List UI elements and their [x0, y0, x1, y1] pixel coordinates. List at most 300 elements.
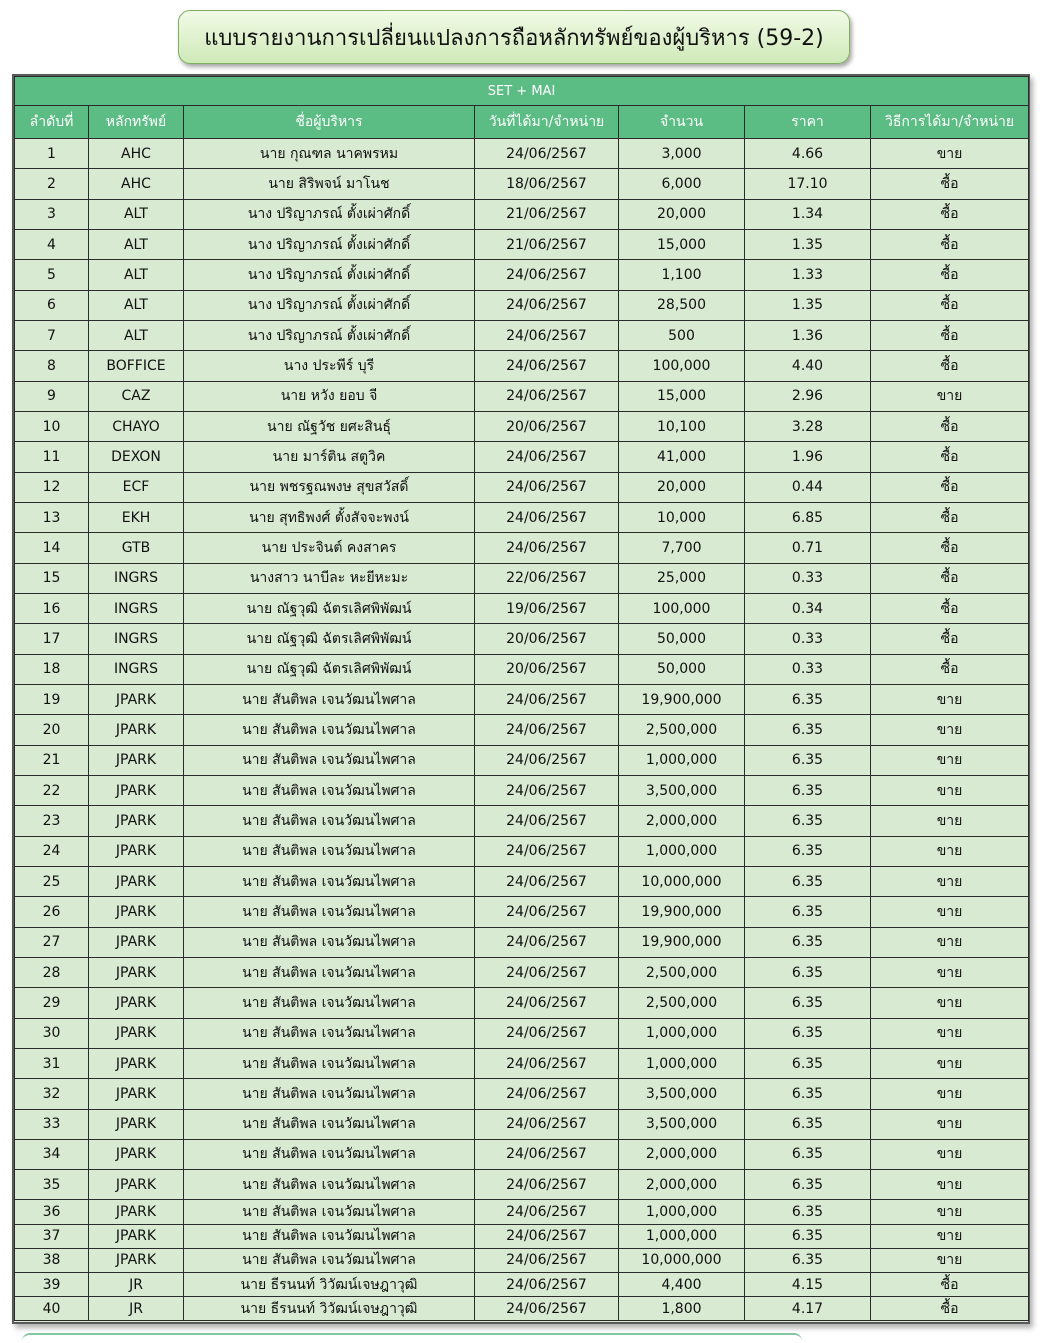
row-no: 14: [15, 533, 89, 563]
row-method: ขาย: [871, 1018, 1029, 1048]
table-row: [15, 563, 1029, 593]
row-date: 24/06/2567: [475, 684, 619, 714]
row-executive: นาง ปริญาภรณ์ ตั้งเผ่าศักดิ์: [184, 229, 475, 259]
row-executive: นาย ประจินต์ คงสาคร: [184, 533, 475, 563]
row-executive: นาย สันติพล เจนวัฒนไพศาล: [184, 1109, 475, 1139]
row-executive: นาย สันติพล เจนวัฒนไพศาล: [184, 1224, 475, 1248]
row-executive: นาย สันติพล เจนวัฒนไพศาล: [184, 684, 475, 714]
row-executive: นาง ประพีร์ บุรี: [184, 351, 475, 381]
row-method: ขาย: [871, 1048, 1029, 1078]
table-row: [15, 139, 1029, 169]
row-no: 38: [15, 1248, 89, 1272]
row-executive: นาย สันติพล เจนวัฒนไพศาล: [184, 988, 475, 1018]
column-header-executive: ชื่อผู้บริหาร: [184, 106, 475, 139]
row-date: 24/06/2567: [475, 745, 619, 775]
row-executive: นาย สุทธิพงศ์ ตั้งสัจจะพงน์: [184, 502, 475, 532]
row-security: ALT: [89, 290, 184, 320]
row-method: ซื้อ: [871, 260, 1029, 290]
row-price: 6.35: [745, 1139, 871, 1169]
table-row: [15, 1139, 1029, 1169]
row-no: 4: [15, 229, 89, 259]
row-security: INGRS: [89, 624, 184, 654]
row-method: ขาย: [871, 897, 1029, 927]
row-date: 24/06/2567: [475, 715, 619, 745]
row-date: 24/06/2567: [475, 290, 619, 320]
row-amount: 50,000: [619, 654, 745, 684]
row-no: 34: [15, 1139, 89, 1169]
row-amount: 41,000: [619, 442, 745, 472]
row-executive: นาย สันติพล เจนวัฒนไพศาล: [184, 1139, 475, 1169]
row-price: 6.35: [745, 775, 871, 805]
table-row: [15, 381, 1029, 411]
row-amount: 25,000: [619, 563, 745, 593]
row-security: JPARK: [89, 1224, 184, 1248]
row-executive: นาย สันติพล เจนวัฒนไพศาล: [184, 927, 475, 957]
row-executive: นาย สันติพล เจนวัฒนไพศาล: [184, 866, 475, 896]
row-executive: นาง ปริญาภรณ์ ตั้งเผ่าศักดิ์: [184, 260, 475, 290]
row-method: ซื้อ: [871, 351, 1029, 381]
row-price: 6.35: [745, 745, 871, 775]
row-date: 22/06/2567: [475, 563, 619, 593]
row-amount: 1,000,000: [619, 1048, 745, 1078]
row-method: ขาย: [871, 836, 1029, 866]
row-amount: 2,500,000: [619, 715, 745, 745]
row-price: 6.35: [745, 1109, 871, 1139]
row-price: 0.44: [745, 472, 871, 502]
table-row: [15, 1224, 1029, 1248]
row-amount: 6,000: [619, 169, 745, 199]
table-row: [15, 472, 1029, 502]
report-table-frame: [12, 74, 1030, 1324]
row-no: 9: [15, 381, 89, 411]
row-no: 28: [15, 957, 89, 987]
row-no: 33: [15, 1109, 89, 1139]
row-amount: 2,000,000: [619, 806, 745, 836]
row-security: JPARK: [89, 836, 184, 866]
row-no: 10: [15, 411, 89, 441]
row-price: 6.35: [745, 806, 871, 836]
row-method: ขาย: [871, 684, 1029, 714]
row-executive: นาย สันติพล เจนวัฒนไพศาล: [184, 745, 475, 775]
row-price: 6.35: [745, 684, 871, 714]
table-row: [15, 1109, 1029, 1139]
row-price: 4.15: [745, 1273, 871, 1297]
row-no: 17: [15, 624, 89, 654]
row-date: 24/06/2567: [475, 897, 619, 927]
row-price: 6.35: [745, 715, 871, 745]
row-price: 6.35: [745, 1018, 871, 1048]
column-header-date: วันที่ได้มา/จำหน่าย: [475, 106, 619, 139]
row-amount: 2,000,000: [619, 1170, 745, 1200]
executive-holdings-table: [14, 76, 1029, 1321]
row-method: ขาย: [871, 1170, 1029, 1200]
row-amount: 1,000,000: [619, 745, 745, 775]
row-security: JPARK: [89, 1139, 184, 1169]
row-security: DEXON: [89, 442, 184, 472]
row-date: 24/06/2567: [475, 533, 619, 563]
row-date: 24/06/2567: [475, 866, 619, 896]
column-header-price: ราคา: [745, 106, 871, 139]
row-price: 6.85: [745, 502, 871, 532]
row-executive: นาย หวัง ยอบ จี: [184, 381, 475, 411]
row-price: 4.17: [745, 1297, 871, 1321]
row-executive: นาย ณัฐวัช ยศะสินธุ์: [184, 411, 475, 441]
row-no: 12: [15, 472, 89, 502]
row-security: INGRS: [89, 593, 184, 623]
row-amount: 3,500,000: [619, 775, 745, 805]
table-row: [15, 290, 1029, 320]
row-security: JPARK: [89, 745, 184, 775]
row-no: 21: [15, 745, 89, 775]
row-method: ขาย: [871, 988, 1029, 1018]
table-row: [15, 654, 1029, 684]
row-date: 24/06/2567: [475, 1079, 619, 1109]
row-price: 6.35: [745, 897, 871, 927]
table-row: [15, 836, 1029, 866]
row-date: 24/06/2567: [475, 260, 619, 290]
table-row: [15, 1018, 1029, 1048]
row-security: ALT: [89, 260, 184, 290]
row-amount: 10,000,000: [619, 1248, 745, 1272]
row-method: ขาย: [871, 745, 1029, 775]
row-date: 24/06/2567: [475, 1248, 619, 1272]
row-executive: นาย สิริพจน์ มาโนช: [184, 169, 475, 199]
row-price: 6.35: [745, 1248, 871, 1272]
row-no: 19: [15, 684, 89, 714]
row-date: 21/06/2567: [475, 229, 619, 259]
column-header-method: วิธีการได้มา/จำหน่าย: [871, 106, 1029, 139]
row-method: ขาย: [871, 1079, 1029, 1109]
table-row: [15, 1248, 1029, 1272]
row-price: 3.28: [745, 411, 871, 441]
row-date: 24/06/2567: [475, 1109, 619, 1139]
row-amount: 1,000,000: [619, 1200, 745, 1224]
row-security: JPARK: [89, 1109, 184, 1139]
row-method: ซื้อ: [871, 1297, 1029, 1321]
row-method: ซื้อ: [871, 624, 1029, 654]
table-row: [15, 1079, 1029, 1109]
row-security: JPARK: [89, 1248, 184, 1272]
row-method: ขาย: [871, 866, 1029, 896]
report-title: [178, 10, 850, 64]
row-method: ขาย: [871, 381, 1029, 411]
table-row: [15, 927, 1029, 957]
row-security: JPARK: [89, 866, 184, 896]
row-executive: นาย พชรฐณพงษ สุขสวัสดิ์: [184, 472, 475, 502]
table-row: [15, 897, 1029, 927]
row-date: 18/06/2567: [475, 169, 619, 199]
row-executive: นาย ณัฐวุฒิ ฉัตรเลิศพิพัฒน์: [184, 593, 475, 623]
row-price: 0.33: [745, 563, 871, 593]
table-row: [15, 320, 1029, 350]
row-executive: นาย สันติพล เจนวัฒนไพศาล: [184, 806, 475, 836]
row-executive: นาง ปริญาภรณ์ ตั้งเผ่าศักดิ์: [184, 320, 475, 350]
row-executive: นาย สันติพล เจนวัฒนไพศาล: [184, 715, 475, 745]
row-date: 21/06/2567: [475, 199, 619, 229]
row-price: 6.35: [745, 1170, 871, 1200]
row-price: 6.35: [745, 1200, 871, 1224]
row-no: 35: [15, 1170, 89, 1200]
row-amount: 1,800: [619, 1297, 745, 1321]
table-header-row: [15, 106, 1029, 139]
table-row: [15, 442, 1029, 472]
row-price: 1.96: [745, 442, 871, 472]
row-date: 24/06/2567: [475, 1273, 619, 1297]
row-method: ขาย: [871, 1139, 1029, 1169]
row-price: 1.35: [745, 290, 871, 320]
row-security: GTB: [89, 533, 184, 563]
row-security: JPARK: [89, 927, 184, 957]
row-method: ซื้อ: [871, 229, 1029, 259]
row-date: 19/06/2567: [475, 593, 619, 623]
row-amount: 3,500,000: [619, 1079, 745, 1109]
table-body: [15, 139, 1029, 1321]
row-no: 2: [15, 169, 89, 199]
row-amount: 1,000,000: [619, 836, 745, 866]
row-no: 37: [15, 1224, 89, 1248]
row-date: 24/06/2567: [475, 320, 619, 350]
row-date: 24/06/2567: [475, 502, 619, 532]
row-method: ซื้อ: [871, 199, 1029, 229]
row-method: ซื้อ: [871, 563, 1029, 593]
row-method: ขาย: [871, 1109, 1029, 1139]
row-no: 25: [15, 866, 89, 896]
row-method: ซื้อ: [871, 411, 1029, 441]
row-executive: นาย สันติพล เจนวัฒนไพศาล: [184, 775, 475, 805]
table-row: [15, 1273, 1029, 1297]
row-security: JPARK: [89, 897, 184, 927]
row-method: ซื้อ: [871, 502, 1029, 532]
row-price: 1.33: [745, 260, 871, 290]
table-row: [15, 1200, 1029, 1224]
row-method: ซื้อ: [871, 1273, 1029, 1297]
row-method: ซื้อ: [871, 169, 1029, 199]
column-header-security: หลักทรัพย์: [89, 106, 184, 139]
row-date: 24/06/2567: [475, 1170, 619, 1200]
row-no: 15: [15, 563, 89, 593]
row-no: 24: [15, 836, 89, 866]
row-date: 24/06/2567: [475, 381, 619, 411]
row-price: 0.33: [745, 624, 871, 654]
table-row: [15, 502, 1029, 532]
row-price: 4.40: [745, 351, 871, 381]
row-price: 0.34: [745, 593, 871, 623]
row-executive: นาย มาร์ติน สตูวิค: [184, 442, 475, 472]
row-amount: 7,700: [619, 533, 745, 563]
row-no: 6: [15, 290, 89, 320]
row-no: 18: [15, 654, 89, 684]
row-method: ขาย: [871, 139, 1029, 169]
row-method: ขาย: [871, 715, 1029, 745]
row-date: 24/06/2567: [475, 927, 619, 957]
row-security: CHAYO: [89, 411, 184, 441]
row-price: 6.35: [745, 836, 871, 866]
row-date: 24/06/2567: [475, 1200, 619, 1224]
row-date: 20/06/2567: [475, 654, 619, 684]
row-security: JPARK: [89, 1048, 184, 1078]
row-no: 32: [15, 1079, 89, 1109]
row-security: JPARK: [89, 988, 184, 1018]
row-executive: นาย สันติพล เจนวัฒนไพศาล: [184, 1079, 475, 1109]
row-price: 17.10: [745, 169, 871, 199]
table-row: [15, 866, 1029, 896]
column-header-no: ลำดับที่: [15, 106, 89, 139]
table-row: [15, 775, 1029, 805]
row-date: 20/06/2567: [475, 411, 619, 441]
row-no: 16: [15, 593, 89, 623]
next-section-edge: [22, 1333, 802, 1343]
row-amount: 20,000: [619, 199, 745, 229]
row-no: 20: [15, 715, 89, 745]
table-row: [15, 1297, 1029, 1321]
row-amount: 2,500,000: [619, 957, 745, 987]
row-amount: 1,000,000: [619, 1224, 745, 1248]
market-banner-row: [15, 77, 1029, 106]
row-security: ALT: [89, 199, 184, 229]
row-date: 24/06/2567: [475, 351, 619, 381]
row-amount: 2,000,000: [619, 1139, 745, 1169]
row-no: 1: [15, 139, 89, 169]
row-method: ขาย: [871, 927, 1029, 957]
table-row: [15, 411, 1029, 441]
row-executive: นาย ธีรนนท์ วิวัฒน์เจษฎาวุฒิ: [184, 1297, 475, 1321]
table-row: [15, 624, 1029, 654]
row-executive: นาย สันติพล เจนวัฒนไพศาล: [184, 1248, 475, 1272]
row-executive: นาง ปริญาภรณ์ ตั้งเผ่าศักดิ์: [184, 290, 475, 320]
column-header-amount: จำนวน: [619, 106, 745, 139]
row-executive: นาย กุณฑล นาคพรหม: [184, 139, 475, 169]
row-price: 6.35: [745, 1048, 871, 1078]
row-no: 26: [15, 897, 89, 927]
row-date: 24/06/2567: [475, 836, 619, 866]
row-amount: 100,000: [619, 351, 745, 381]
table-row: [15, 351, 1029, 381]
row-amount: 100,000: [619, 593, 745, 623]
row-method: ขาย: [871, 806, 1029, 836]
row-price: 6.35: [745, 927, 871, 957]
row-amount: 3,000: [619, 139, 745, 169]
row-security: ECF: [89, 472, 184, 502]
row-no: 5: [15, 260, 89, 290]
row-executive: นาย ธีรนนท์ วิวัฒน์เจษฎาวุฒิ: [184, 1273, 475, 1297]
table-row: [15, 1048, 1029, 1078]
row-date: 20/06/2567: [475, 624, 619, 654]
row-price: 1.34: [745, 199, 871, 229]
row-method: ซื้อ: [871, 290, 1029, 320]
row-method: ขาย: [871, 1200, 1029, 1224]
row-executive: นาง ปริญาภรณ์ ตั้งเผ่าศักดิ์: [184, 199, 475, 229]
table-row: [15, 260, 1029, 290]
row-executive: นาย สันติพล เจนวัฒนไพศาล: [184, 1048, 475, 1078]
row-security: INGRS: [89, 654, 184, 684]
row-amount: 3,500,000: [619, 1109, 745, 1139]
row-date: 24/06/2567: [475, 957, 619, 987]
row-price: 6.35: [745, 1079, 871, 1109]
row-security: ALT: [89, 229, 184, 259]
row-method: ซื้อ: [871, 472, 1029, 502]
row-amount: 19,900,000: [619, 927, 745, 957]
row-executive: นาย สันติพล เจนวัฒนไพศาล: [184, 1018, 475, 1048]
row-amount: 10,100: [619, 411, 745, 441]
table-row: [15, 593, 1029, 623]
row-date: 24/06/2567: [475, 1139, 619, 1169]
report-title-text: แบบรายงานการเปลี่ยนแปลงการถือหลักทรัพย์ของผู้บริหาร (59-2): [204, 25, 824, 51]
table-row: [15, 1170, 1029, 1200]
row-price: 6.35: [745, 1224, 871, 1248]
row-price: 1.36: [745, 320, 871, 350]
table-row: [15, 684, 1029, 714]
row-price: 0.33: [745, 654, 871, 684]
row-price: 6.35: [745, 988, 871, 1018]
row-price: 2.96: [745, 381, 871, 411]
row-method: ขาย: [871, 1248, 1029, 1272]
row-security: CAZ: [89, 381, 184, 411]
table-row: [15, 229, 1029, 259]
table-row: [15, 806, 1029, 836]
row-amount: 50,000: [619, 624, 745, 654]
row-security: JPARK: [89, 1018, 184, 1048]
row-amount: 10,000: [619, 502, 745, 532]
row-amount: 15,000: [619, 229, 745, 259]
row-security: BOFFICE: [89, 351, 184, 381]
table-row: [15, 988, 1029, 1018]
row-price: 4.66: [745, 139, 871, 169]
row-amount: 4,400: [619, 1273, 745, 1297]
row-date: 24/06/2567: [475, 472, 619, 502]
row-no: 40: [15, 1297, 89, 1321]
row-method: ขาย: [871, 957, 1029, 987]
row-amount: 10,000,000: [619, 866, 745, 896]
row-no: 13: [15, 502, 89, 532]
row-no: 3: [15, 199, 89, 229]
row-method: ซื้อ: [871, 533, 1029, 563]
row-executive: นาย สันติพล เจนวัฒนไพศาล: [184, 957, 475, 987]
row-security: JPARK: [89, 1079, 184, 1109]
row-executive: นาย สันติพล เจนวัฒนไพศาล: [184, 836, 475, 866]
row-price: 6.35: [745, 957, 871, 987]
row-security: INGRS: [89, 563, 184, 593]
row-amount: 19,900,000: [619, 684, 745, 714]
row-amount: 15,000: [619, 381, 745, 411]
row-security: ALT: [89, 320, 184, 350]
table-row: [15, 199, 1029, 229]
row-date: 24/06/2567: [475, 775, 619, 805]
row-security: JPARK: [89, 684, 184, 714]
row-executive: นาย ณัฐวุฒิ ฉัตรเลิศพิพัฒน์: [184, 624, 475, 654]
row-method: ซื้อ: [871, 593, 1029, 623]
row-executive: นาย สันติพล เจนวัฒนไพศาล: [184, 1200, 475, 1224]
row-amount: 1,100: [619, 260, 745, 290]
table-row: [15, 169, 1029, 199]
row-date: 24/06/2567: [475, 1018, 619, 1048]
row-security: JPARK: [89, 1200, 184, 1224]
row-method: ขาย: [871, 1224, 1029, 1248]
row-security: JPARK: [89, 1170, 184, 1200]
row-method: ซื้อ: [871, 320, 1029, 350]
table-row: [15, 715, 1029, 745]
row-no: 27: [15, 927, 89, 957]
row-date: 24/06/2567: [475, 988, 619, 1018]
row-executive: นาย สันติพล เจนวัฒนไพศาล: [184, 897, 475, 927]
row-no: 23: [15, 806, 89, 836]
row-date: 24/06/2567: [475, 806, 619, 836]
row-security: JPARK: [89, 775, 184, 805]
row-date: 24/06/2567: [475, 139, 619, 169]
row-price: 6.35: [745, 866, 871, 896]
row-security: JPARK: [89, 715, 184, 745]
row-amount: 1,000,000: [619, 1018, 745, 1048]
row-date: 24/06/2567: [475, 1224, 619, 1248]
